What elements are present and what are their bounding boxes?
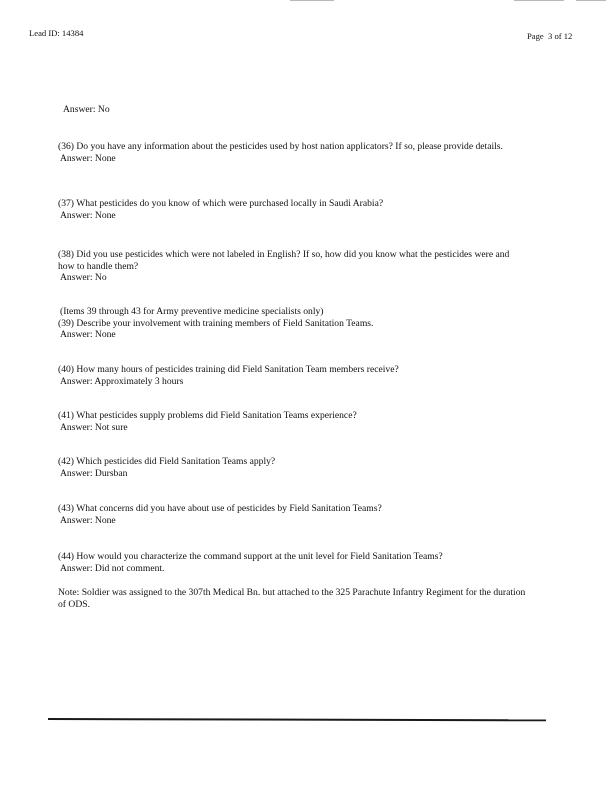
- question-text: (36) Do you have any information about the pesticides used by host nation applicators? If so, please provide details.: [58, 141, 503, 152]
- answer-text: Answer: Not sure: [60, 421, 128, 433]
- question-text: (44) How would you characterize the command support at the unit level for Field Sanitation Teams?: [58, 551, 443, 562]
- answer-text: Answer: Approximately 3 hours: [60, 375, 184, 387]
- question-text: (42) Which pesticides did Field Sanitation Teams apply?: [58, 456, 276, 467]
- section-preface: (Items 39 through 43 for Army preventive medicine specialists only): [60, 306, 324, 317]
- question-block-39: [58, 306, 528, 341]
- question-text: (38) Did you use pesticides which were not labeled in English? If so, how did you know what the pesticides were and how to handle them?: [58, 249, 510, 272]
- question-text: (43) What concerns did you have about use of pesticides by Field Sanitation Teams?: [58, 503, 382, 514]
- question-block-36: [58, 141, 528, 164]
- question-block-42: [58, 456, 528, 479]
- question-text: (37) What pesticides do you know of which were purchased locally in Saudi Arabia?: [58, 198, 384, 209]
- question-block-43: [58, 503, 528, 526]
- question-block-37: [58, 198, 528, 221]
- question-text: (40) How many hours of pesticides training did Field Sanitation Team members receive?: [58, 364, 399, 375]
- answer-text: Answer: None: [60, 209, 116, 221]
- question-block-44: [58, 551, 528, 574]
- answer-text: Answer: None: [60, 329, 116, 340]
- answer-text: Answer: None: [60, 152, 116, 164]
- answer-text: Answer: No: [60, 272, 107, 283]
- question-text: (39) Describe your involvement with training members of Field Sanitation Teams.: [58, 317, 374, 329]
- answer-block-35: [61, 104, 531, 116]
- lead-id: Lead ID: 14384: [29, 28, 84, 38]
- question-text: (41) What pesticides supply problems did Field Sanitation Teams experience?: [58, 410, 357, 421]
- question-block-40: [58, 364, 528, 387]
- footer-divider: [48, 718, 546, 721]
- answer-text: Answer: No: [63, 104, 110, 115]
- question-block-38: [58, 249, 528, 284]
- answer-text: Answer: Did not comment.: [60, 562, 165, 574]
- page-number: Page 3 of 12: [527, 31, 573, 41]
- answer-text: Answer: Dursban: [60, 467, 128, 479]
- answer-text: Answer: None: [60, 514, 116, 526]
- scan-artifact-line: [514, 0, 564, 1]
- scan-artifact-line: [576, 0, 606, 1]
- note-text: Note: Soldier was assigned to the 307th Medical Bn. but attached to the 325 Parachute Infantry Regiment for the duration of ODS.: [58, 587, 526, 610]
- note-paragraph: [58, 587, 528, 610]
- question-block-41: [58, 410, 528, 433]
- scan-artifact-line: [290, 0, 334, 1]
